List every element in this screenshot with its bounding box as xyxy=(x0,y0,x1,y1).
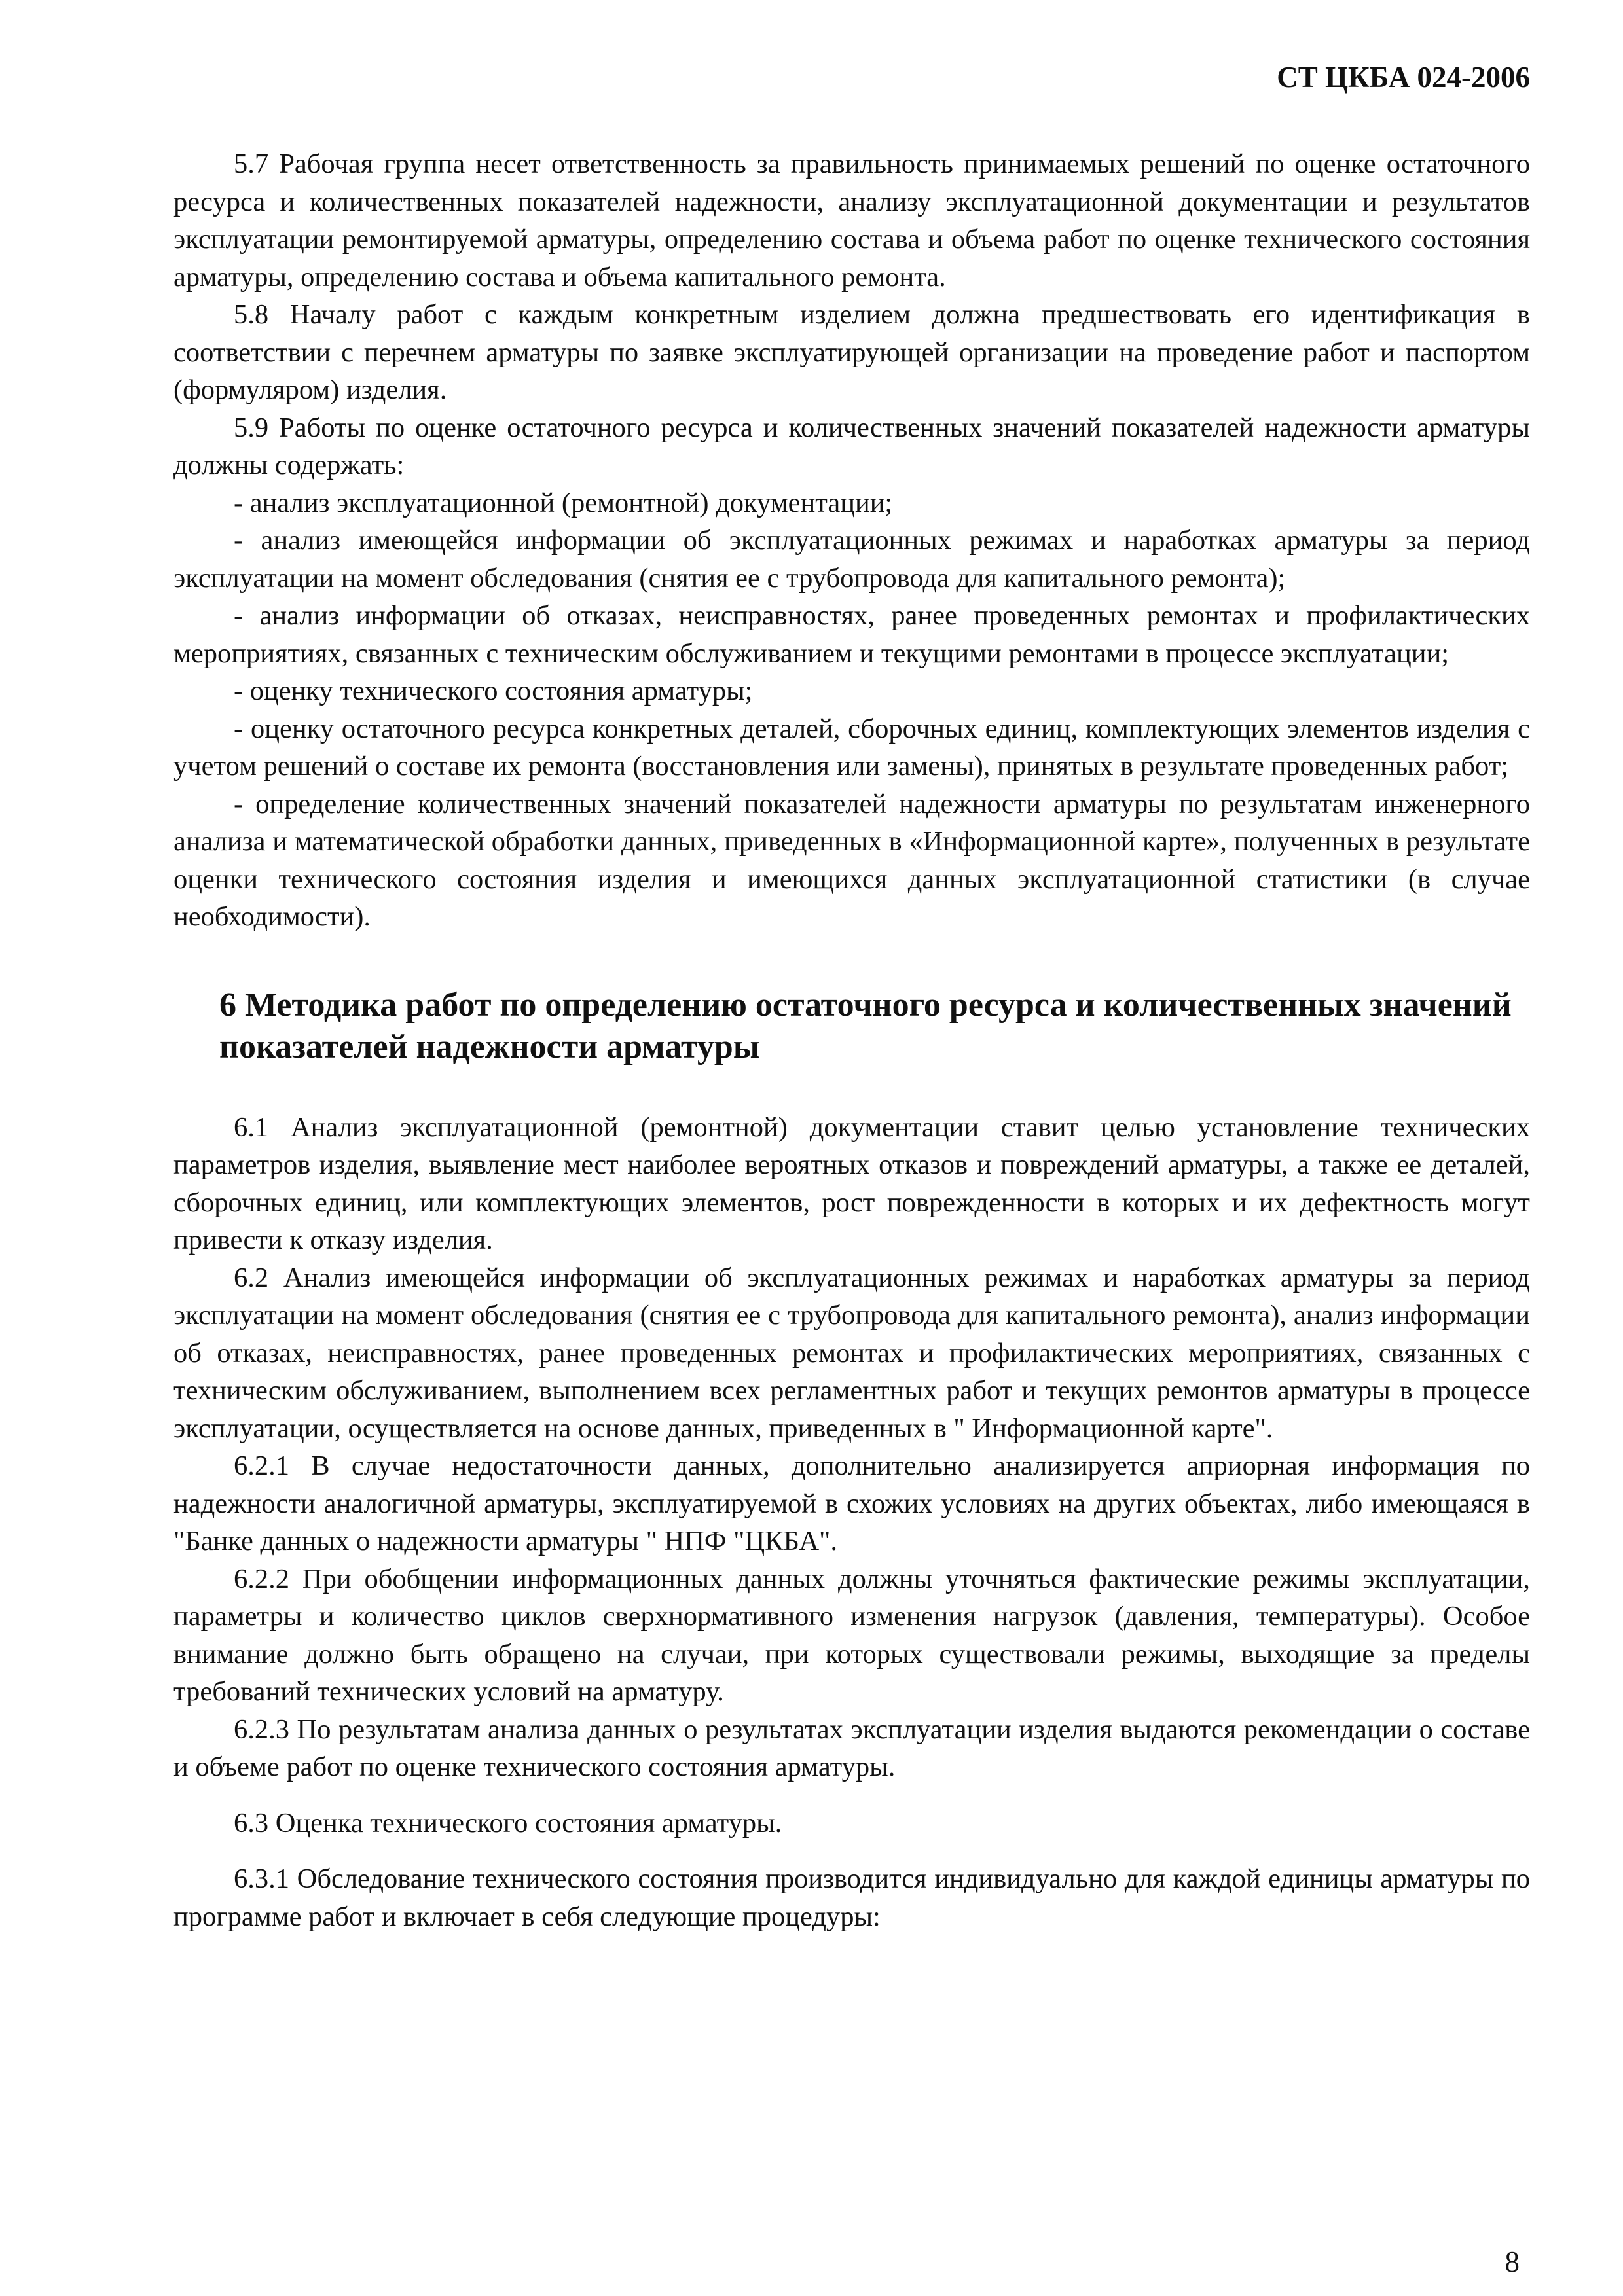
page-content xyxy=(173,145,1530,1935)
paragraph-5-9: 5.9 Работы по оценке остаточного ресурса и количественных значений показателей надежности арматуры должны содержать: xyxy=(173,412,1530,480)
paragraph-6-2-2: 6.2.2 При обобщении информационных данных должны уточняться фактические режимы эксплуатации, параметры и количество циклов сверхнормативного изменения нагрузок (давления, температуры). Особое внимание должно быть обращено на случаи, при которых существовали режимы, выходящие за пределы требований технических условий на арматуру. xyxy=(173,1563,1530,1707)
paragraph-5-8: 5.8 Началу работ с каждым конкретным изделием должна предшествовать его идентификация в соответствии с перечнем арматуры по заявке эксплуатирующей организации на проведение работ и паспортом (формуляром) изделия. xyxy=(173,299,1530,405)
list-item: - анализ эксплуатационной (ремонтной) документации; xyxy=(234,487,893,518)
paragraph-6-3: 6.3 Оценка технического состояния арматуры. xyxy=(234,1807,782,1839)
list-item: - оценку остаточного ресурса конкретных деталей, сборочных единиц, комплектующих элементов изделия с учетом решений о составе их ремонта (восстановления или замены), принятых в результате проведенных работ; xyxy=(173,713,1530,781)
paragraph-6-3-1: 6.3.1 Обследование технического состояния производится индивидуально для каждой единицы арматуры по программе работ и включает в себя следующие процедуры: xyxy=(173,1863,1530,1932)
paragraph-6-2: 6.2 Анализ имеющейся информации об эксплуатационных режимах и наработках арматуры за период эксплуатации на момент обследования (снятия ее с трубопровода для капитального ремонта), анализ информации об отказах, неисправностях, ранее проведенных ремонтах и профилактических мероприятиях, связанных с техническим обслуживанием, выполнением всех регламентных работ и текущих ремонтов арматуры в процессе эксплуатации, осуществляется на основе данных, приведенных в " Информационной карте". xyxy=(173,1262,1530,1444)
list-item: - анализ информации об отказах, неисправностях, ранее проведенных ремонтах и профилактических мероприятиях, связанных с техническим обслуживанием и текущими ремонтами в процессе эксплуатации; xyxy=(173,600,1530,669)
paragraph-6-2-3: 6.2.3 По результатам анализа данных о результатах эксплуатации изделия выдаются рекомендации о составе и объеме работ по оценке технического состояния арматуры. xyxy=(173,1713,1530,1782)
paragraph-5-7: 5.7 Рабочая группа несет ответственность за правильность принимаемых решений по оценке остаточного ресурса и количественных показателей надежности, анализу эксплуатационной документации и результатов эксплуатации ремонтируемой арматуры, определению состава и объема работ по оценке технического состояния арматуры, определению состава и объема капитального ремонта. xyxy=(173,149,1530,293)
paragraph-6-1: 6.1 Анализ эксплуатационной (ремонтной) документации ставит целью установление технических параметров изделия, выявление мест наиболее вероятных отказов и повреждений арматуры, а также ее деталей, сборочных единиц, или комплектующих элементов, рост поврежденности в которых и их дефектность могут привести к отказу изделия. xyxy=(173,1111,1530,1255)
document-code-header: СТ ЦКБА 024-2006 xyxy=(1277,61,1530,94)
list-item: - оценку технического состояния арматуры; xyxy=(234,675,753,706)
list-item: - анализ имеющейся информации об эксплуатационных режимах и наработках арматуры за период эксплуатации на момент обследования (снятия ее с трубопровода для капитального ремонта); xyxy=(173,525,1530,594)
list-item: - определение количественных значений показателей надежности арматуры по результатам инженерного анализа и математической обработки данных, приведенных в «Информационной карте», полученных в результате оценки технического состояния изделия и имеющихся данных эксплуатационной статистики (в случае необходимости). xyxy=(173,788,1530,932)
section-6-heading: 6 Методика работ по определению остаточного ресурса и количественных значений показателей надежности арматуры xyxy=(219,986,1512,1066)
page-number: 8 xyxy=(1504,2246,1520,2278)
paragraph-6-2-1: 6.2.1 В случае недостаточности данных, дополнительно анализируется априорная информация по надежности аналогичной арматуры, эксплуатируемой в схожих условиях на других объектах, либо имеющаяся в "Банке данных о надежности арматуры " НПФ "ЦКБА". xyxy=(173,1450,1530,1556)
